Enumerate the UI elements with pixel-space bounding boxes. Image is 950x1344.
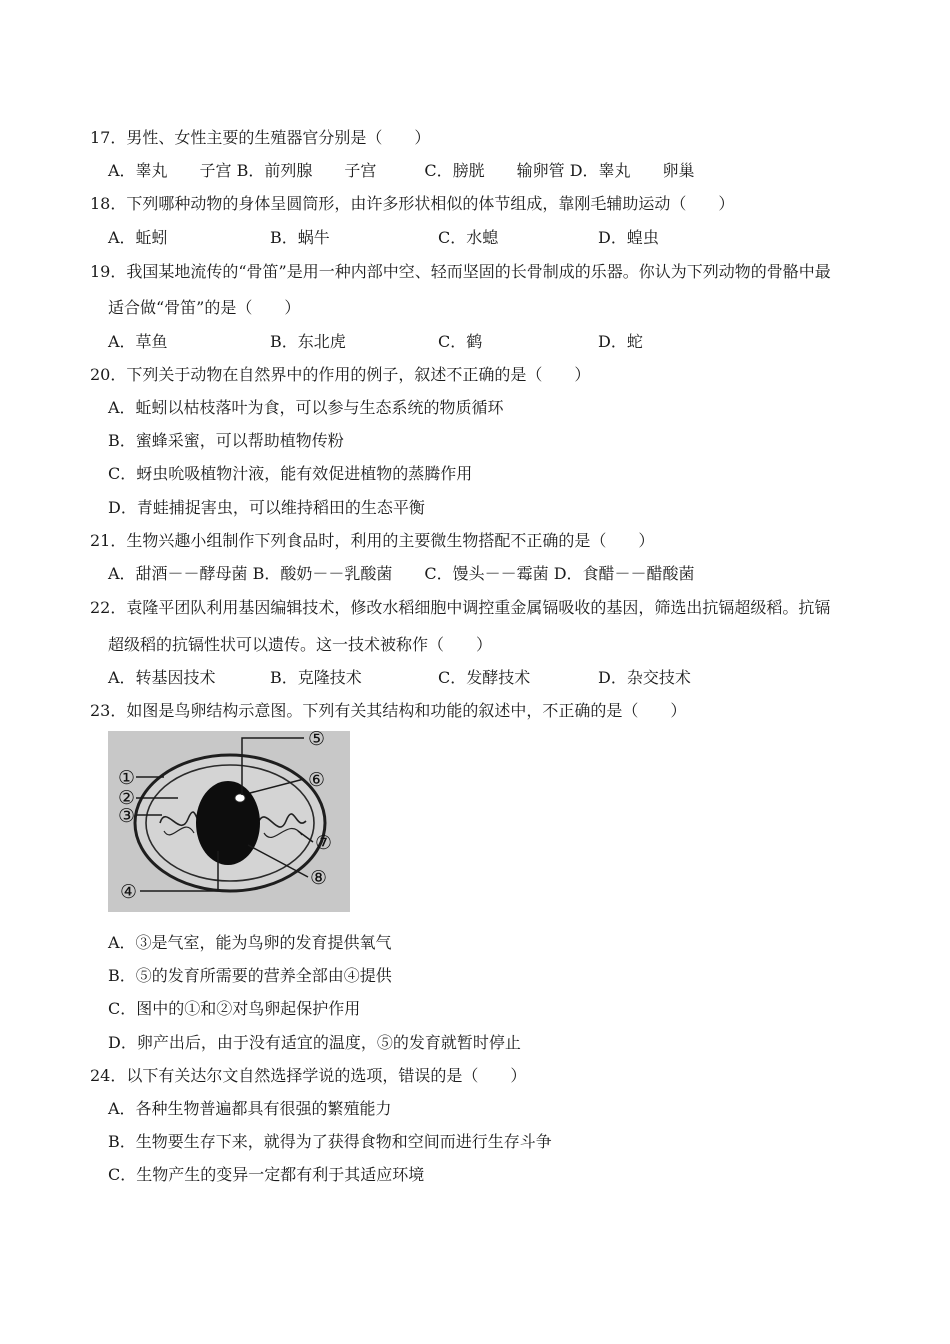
- question-20-option-d: D．青蛙捕捉害虫，可以维持稻田的生态平衡: [108, 498, 425, 517]
- question-24-stem: 24．以下有关达尔文自然选择学说的选项，错误的是（ ）: [90, 1066, 527, 1085]
- question-21-options: A．甜酒－－酵母菌 B．酸奶－－乳酸菌 C．馒头－－霉菌 D．食醋－－醋酸菌: [108, 564, 695, 583]
- option-a: A．转基因技术: [108, 668, 216, 687]
- label-8: ⑧: [310, 867, 328, 889]
- option-b: B．克隆技术: [270, 668, 362, 687]
- option-d: D．蝗虫: [598, 228, 659, 247]
- label-7: ⑦: [315, 832, 333, 854]
- label-1: ①: [118, 767, 136, 789]
- option-a: A．蚯蚓: [108, 228, 168, 247]
- label-3: ③: [118, 805, 136, 827]
- question-19-options: [108, 332, 868, 352]
- question-22-stem-continued: 超级稻的抗镉性状可以遗传。这一技术被称作（ ）: [108, 635, 493, 654]
- question-20-option-c: C．蚜虫吮吸植物汁液，能有效促进植物的蒸腾作用: [108, 464, 473, 483]
- germinal-disc: [235, 794, 245, 802]
- option-c: C．水螅: [438, 228, 499, 247]
- bird-egg-diagram: [108, 731, 350, 912]
- label-5: ⑤: [308, 731, 326, 750]
- question-17-options: A．睾丸 子宫 B．前列腺 子宫 C．膀胱 输卵管 D．睾丸 卵巢: [108, 161, 695, 180]
- question-19-stem-continued: 适合做“骨笛”的是（ ）: [108, 298, 301, 317]
- question-18-stem: 18．下列哪种动物的身体呈圆筒形，由许多形状相似的体节组成，靠刚毛辅助运动（ ）: [90, 194, 735, 213]
- question-17-stem: 17．男性、女性主要的生殖器官分别是（ ）: [90, 128, 431, 147]
- question-20-option-a: A．蚯蚓以枯枝落叶为食，可以参与生态系统的物质循环: [108, 398, 504, 417]
- option-b: B．东北虎: [270, 332, 346, 351]
- label-2: ②: [118, 787, 136, 809]
- option-c: C．鹤: [438, 332, 483, 351]
- question-23-option-a: A．③是气室，能为鸟卵的发育提供氧气: [108, 933, 392, 952]
- question-23-stem: 23．如图是鸟卵结构示意图。下列有关其结构和功能的叙述中，不正确的是（ ）: [90, 701, 687, 720]
- question-24-option-a: A．各种生物普遍都具有很强的繁殖能力: [108, 1099, 392, 1118]
- question-24-option-c: C．生物产生的变异一定都有利于其适应环境: [108, 1165, 425, 1184]
- label-6: ⑥: [308, 769, 326, 791]
- label-4: ④: [120, 881, 138, 903]
- question-22-options: [108, 668, 868, 688]
- question-20-option-b: B．蜜蜂采蜜，可以帮助植物传粉: [108, 431, 344, 450]
- question-23-option-d: D．卵产出后，由于没有适宜的温度，⑤的发育就暂时停止: [108, 1033, 521, 1052]
- question-23-option-b: B．⑤的发育所需要的营养全部由④提供: [108, 966, 392, 985]
- option-d: D．蛇: [598, 332, 643, 351]
- option-a: A．草鱼: [108, 332, 168, 351]
- question-21-stem: 21．生物兴趣小组制作下列食品时，利用的主要微生物搭配不正确的是（ ）: [90, 531, 655, 550]
- question-18-options: [108, 228, 868, 248]
- question-24-option-b: B．生物要生存下来，就得为了获得食物和空间而进行生存斗争: [108, 1132, 552, 1151]
- option-c: C．发酵技术: [438, 668, 531, 687]
- option-b: B．蜗牛: [270, 228, 330, 247]
- question-20-stem: 20．下列关于动物在自然界中的作用的例子，叙述不正确的是（ ）: [90, 365, 591, 384]
- option-d: D．杂交技术: [598, 668, 691, 687]
- question-22-stem: 22．袁隆平团队利用基因编辑技术，修改水稻细胞中调控重金属镉吸收的基因，筛选出抗镉超级稻。抗镉: [90, 598, 831, 617]
- question-23-option-c: C．图中的①和②对鸟卵起保护作用: [108, 999, 361, 1018]
- question-19-stem: 19．我国某地流传的“骨笛”是用一种内部中空、轻而坚固的长骨制成的乐器。你认为下列动物的骨骼中最: [90, 262, 831, 281]
